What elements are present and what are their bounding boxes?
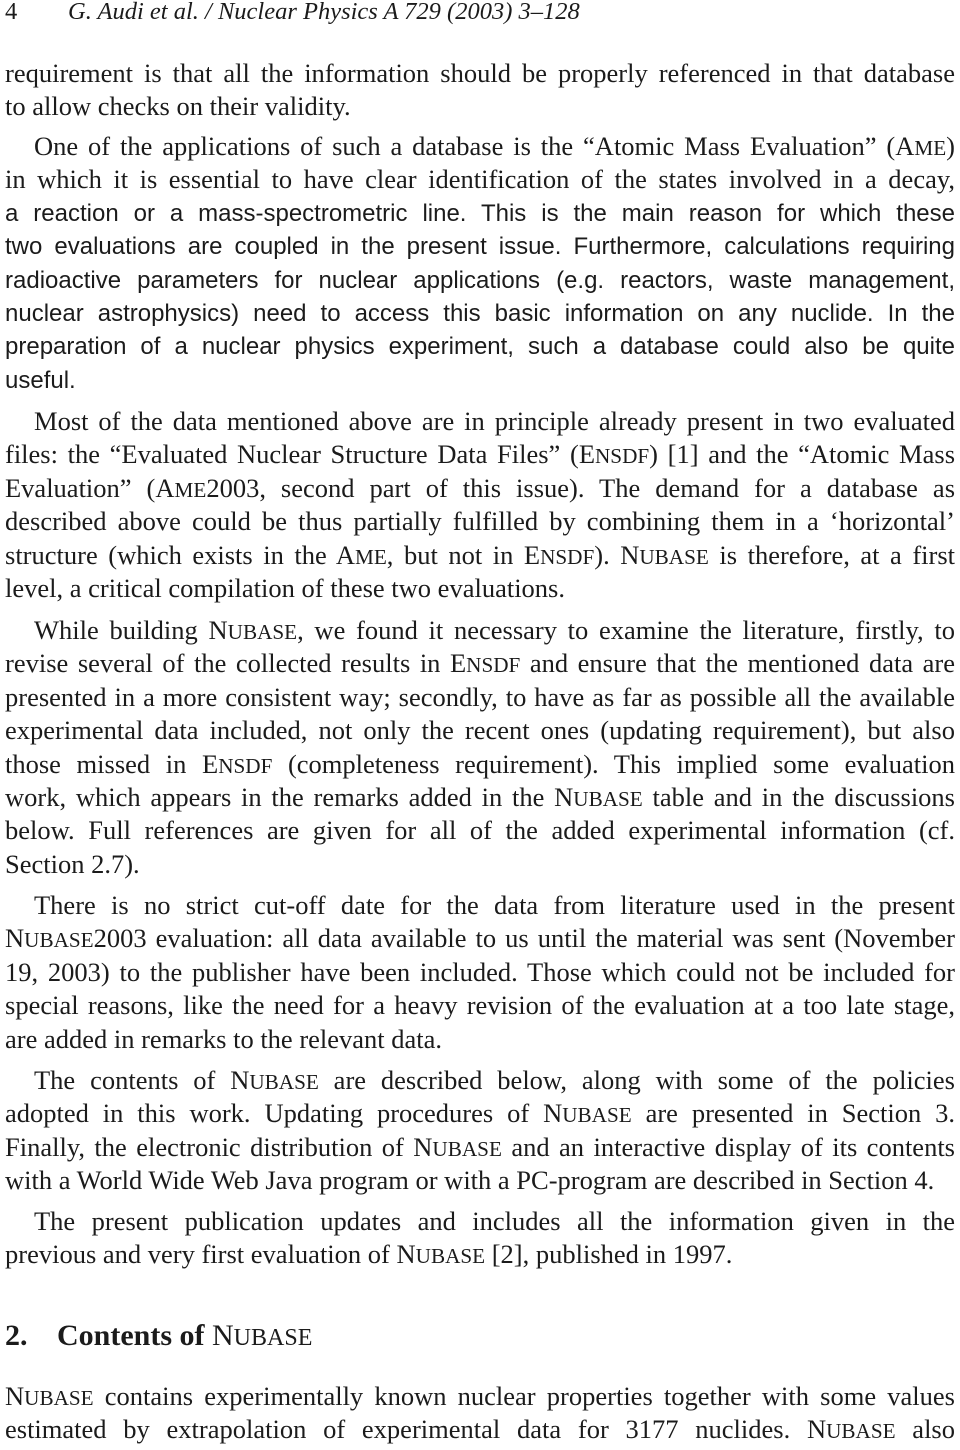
small-caps-word: NUBASE (396, 1239, 486, 1270)
page-number: 4 (5, 0, 18, 25)
text-line: two evaluations are coupled in the present issue. Furthermore, calculations requiring (5, 233, 955, 261)
small-caps-tail: ME (174, 477, 207, 502)
paragraph (5, 1380, 955, 1447)
text-line: to allow checks on their validity. (5, 91, 351, 122)
text-line: 19, 2003) to the publisher have been included. Those which could not be included for (5, 956, 955, 987)
paragraph (5, 614, 955, 881)
small-caps-tail: UBASE (826, 1419, 896, 1444)
text-line: work, which appears in the remarks added in the NUBASE table and in the discussions (5, 781, 955, 812)
small-caps-word: NUBASE (5, 1381, 94, 1411)
text-line: level, a critical compilation of these two evaluations. (5, 572, 565, 603)
text-line: There is no strict cut-off date for the data from literature used in the present (34, 890, 955, 920)
small-caps-tail: UBASE (415, 1244, 486, 1269)
text-line: Finally, the electronic distribution of NUBASE and an interactive display of its contents (5, 1131, 955, 1162)
small-caps-word: NUBASE (212, 1319, 313, 1352)
text-line: described above could be thus partially fulfilled by combining them in a ‘horizontal’ (5, 506, 955, 537)
small-caps-word: NUBASE (230, 1065, 319, 1095)
small-caps-word: ENSDF (449, 648, 521, 679)
small-caps-word: NUBASE (413, 1131, 502, 1162)
small-caps-tail: UBASE (639, 544, 709, 569)
small-caps-tail: UBASE (432, 1136, 502, 1161)
text-line: files: the “Evaluated Nuclear Structure Data Files” (ENSDF) [1] and the “Atomic Mass (5, 439, 955, 470)
text-line: experimental data included, not only the recent ones (updating requirement), but also (5, 715, 955, 746)
small-caps-tail: NSDF (218, 753, 273, 778)
text-line: The contents of NUBASE are described below, along with some of the policies (34, 1065, 955, 1095)
text-line: One of the applications of such a database is the “Atomic Mass Evaluation” (AME) (34, 131, 955, 161)
text-line: special reasons, like the need for a heavy revision of the evaluation at a too late stage, (5, 990, 955, 1021)
small-caps-word: NUBASE (208, 615, 298, 645)
text-line: are added in remarks to the relevant data. (5, 1023, 443, 1054)
small-caps-word: ENSDF (523, 539, 595, 570)
section-number: 2. (5, 1319, 28, 1352)
small-caps-tail: NSDF (595, 444, 650, 469)
text-line: adopted in this work. Updating procedures of NUBASE are presented in Section 3. (5, 1098, 955, 1129)
small-caps-tail: UBASE (24, 928, 94, 953)
running-header (5, 0, 580, 25)
text-line: previous and very first evaluation of NUBASE [2], published in 1997. (5, 1239, 733, 1270)
text-line: a reaction or a mass-spectrometric line. This is the main reason for which these (5, 199, 955, 227)
small-caps-word: NUBASE (620, 539, 709, 570)
paragraph (5, 889, 955, 1056)
small-caps-tail: UBASE (24, 1386, 94, 1410)
text-line: The present publication updates and includes all the information given in the (34, 1206, 955, 1236)
small-caps-word: NUBASE (5, 923, 94, 954)
small-caps-word: ENSDF (578, 439, 650, 470)
text-line: preparation of a nuclear physics experiment, such a database could also be quite (5, 333, 955, 361)
paragraph (5, 1205, 955, 1272)
paragraph (5, 405, 955, 605)
small-caps-tail: UBASE (573, 786, 643, 811)
text-line: NUBASE contains experimentally known nuclear properties together with some values (5, 1381, 955, 1411)
text-line: below. Full references are given for all of the added experimental information (cf. (5, 815, 955, 846)
text-line: with a World Wide Web Java program or with a PC-program are described in Section 4. (5, 1165, 935, 1196)
text-line: useful. (5, 366, 76, 394)
text-line: presented in a more consistent way; secondly, to have as far as possible all the available (5, 681, 955, 712)
small-caps-tail: UBASE (562, 1103, 632, 1128)
text-line: Section 2.7). (5, 848, 140, 879)
small-caps-tail: NSDF (540, 544, 595, 569)
paragraph (5, 57, 955, 124)
text-line: radioactive parameters for nuclear applications (e.g. reactors, waste management, (5, 266, 955, 294)
small-caps-word: NUBASE (806, 1414, 896, 1445)
small-caps-tail: ME (914, 136, 947, 160)
text-line: nuclear astrophysics) need to access this basic information on any nuclide. In the (5, 299, 955, 327)
small-caps-word: NUBASE (543, 1098, 632, 1129)
small-caps-word: AME (155, 472, 207, 503)
running-head: G. Audi et al. / Nuclear Physics A 729 (2003) 3–128 (68, 0, 580, 25)
small-caps-tail: UBASE (233, 1325, 313, 1351)
small-caps-word: AME (335, 539, 387, 570)
small-caps-word: NUBASE (554, 781, 643, 812)
text-line: NUBASE2003 evaluation: all data available to us until the material was sent (November (5, 923, 955, 954)
text-line: Most of the data mentioned above are in principle already present in two evaluated (34, 406, 955, 436)
small-caps-tail: ME (355, 544, 387, 569)
text-line: Evaluation” (AME2003, second part of this issue). The demand for a database as (5, 472, 955, 503)
small-caps-word: AME (895, 131, 947, 161)
text-line: While building NUBASE, we found it necessary to examine the literature, firstly, to (34, 615, 955, 645)
small-caps-tail: NSDF (466, 653, 521, 678)
paragraph (5, 130, 955, 397)
text-line: requirement is that all the information should be properly referenced in that database (5, 58, 955, 88)
small-caps-tail: UBASE (249, 1070, 319, 1094)
paragraph (5, 1064, 955, 1198)
text-line: those missed in ENSDF (completeness requirement). This implied some evaluation (5, 748, 955, 779)
text-line: estimated by extrapolation of experimental data for 3177 nuclides. NUBASE also (5, 1414, 955, 1445)
small-caps-tail: UBASE (227, 620, 298, 644)
text-line: structure (which exists in the AME, but not in ENSDF). NUBASE is therefore, at a first (5, 539, 955, 570)
text-line: in which it is essential to have clear identification of the states involved in a decay, (5, 164, 955, 195)
small-caps-word: ENSDF (202, 748, 273, 779)
text-line: revise several of the collected results in ENSDF and ensure that the mentioned data are (5, 648, 955, 679)
section-title: Contents of NUBASE (57, 1319, 313, 1352)
section-heading (5, 1316, 312, 1356)
